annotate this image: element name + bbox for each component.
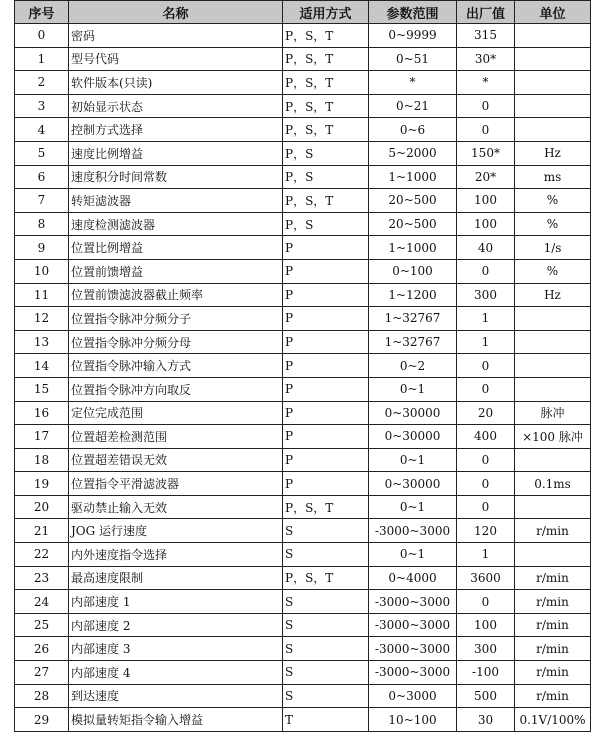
row-index: 3: [15, 94, 69, 118]
applicable-mode: P，S，T: [283, 189, 369, 213]
default-value: 0: [457, 259, 515, 283]
param-range: 0~100: [369, 259, 457, 283]
row-index: 20: [15, 495, 69, 519]
unit: [515, 307, 591, 331]
row-index: 29: [15, 708, 69, 732]
unit: r/min: [515, 684, 591, 708]
param-name: 位置前馈滤波器截止频率: [69, 283, 283, 307]
param-name: JOG 运行速度: [69, 519, 283, 543]
param-range: 20~500: [369, 212, 457, 236]
default-value: -100: [457, 661, 515, 685]
table-row: [15, 708, 591, 732]
param-name: 最高速度限制: [69, 566, 283, 590]
param-name: 速度积分时间常数: [69, 165, 283, 189]
row-index: 12: [15, 307, 69, 331]
header-index: 序号: [15, 1, 69, 24]
applicable-mode: P: [283, 259, 369, 283]
default-value: 300: [457, 283, 515, 307]
applicable-mode: P: [283, 283, 369, 307]
row-index: 1: [15, 47, 69, 71]
param-range: 1~32767: [369, 307, 457, 331]
param-name: 模拟量转矩指令输入增益: [69, 708, 283, 732]
row-index: 6: [15, 165, 69, 189]
param-name: 转矩滤波器: [69, 189, 283, 213]
row-index: 5: [15, 141, 69, 165]
param-range: 20~500: [369, 189, 457, 213]
table-row: [15, 401, 591, 425]
unit: [515, 118, 591, 142]
param-range: 0~2: [369, 354, 457, 378]
param-range: 0~1: [369, 495, 457, 519]
table-row: [15, 141, 591, 165]
table-row: [15, 354, 591, 378]
param-range: 0~51: [369, 47, 457, 71]
applicable-mode: P，S，T: [283, 71, 369, 95]
param-name: 软件版本(只读): [69, 71, 283, 95]
header-default: 出厂值: [457, 1, 515, 24]
applicable-mode: P，S，T: [283, 566, 369, 590]
param-range: 1~1000: [369, 236, 457, 260]
row-index: 13: [15, 330, 69, 354]
default-value: 3600: [457, 566, 515, 590]
param-name: 内部速度 1: [69, 590, 283, 614]
table-row: [15, 566, 591, 590]
param-name: 定位完成范围: [69, 401, 283, 425]
default-value: 0: [457, 472, 515, 496]
row-index: 4: [15, 118, 69, 142]
param-range: 5~2000: [369, 141, 457, 165]
param-name: 位置指令平滑滤波器: [69, 472, 283, 496]
applicable-mode: S: [283, 519, 369, 543]
default-value: 1: [457, 330, 515, 354]
param-range: 0~30000: [369, 425, 457, 449]
unit: [515, 354, 591, 378]
default-value: 0: [457, 590, 515, 614]
default-value: 0: [457, 118, 515, 142]
unit: r/min: [515, 661, 591, 685]
param-name: 位置超差错误无效: [69, 448, 283, 472]
row-index: 27: [15, 661, 69, 685]
row-index: 23: [15, 566, 69, 590]
default-value: 30*: [457, 47, 515, 71]
default-value: 0: [457, 495, 515, 519]
default-value: 120: [457, 519, 515, 543]
param-name: 速度检测滤波器: [69, 212, 283, 236]
param-range: -3000~3000: [369, 613, 457, 637]
default-value: 300: [457, 637, 515, 661]
default-value: 100: [457, 212, 515, 236]
table-row: [15, 118, 591, 142]
param-range: 1~32767: [369, 330, 457, 354]
row-index: 28: [15, 684, 69, 708]
unit: ms: [515, 165, 591, 189]
unit: 1/s: [515, 236, 591, 260]
table-row: [15, 330, 591, 354]
table-row: [15, 613, 591, 637]
table-row: [15, 543, 591, 567]
table-header: [15, 1, 591, 24]
unit: %: [515, 259, 591, 283]
default-value: 400: [457, 425, 515, 449]
param-range: 1~1200: [369, 283, 457, 307]
table-row: [15, 472, 591, 496]
unit: 0.1V/100%: [515, 708, 591, 732]
applicable-mode: P: [283, 448, 369, 472]
param-name: 型号代码: [69, 47, 283, 71]
table-row: [15, 24, 591, 48]
applicable-mode: P，S，T: [283, 47, 369, 71]
table-row: [15, 519, 591, 543]
row-index: 16: [15, 401, 69, 425]
unit: Hz: [515, 141, 591, 165]
applicable-mode: P: [283, 425, 369, 449]
param-range: 0~6: [369, 118, 457, 142]
default-value: 0: [457, 377, 515, 401]
row-index: 18: [15, 448, 69, 472]
applicable-mode: S: [283, 661, 369, 685]
param-range: 0~1: [369, 377, 457, 401]
unit: [515, 94, 591, 118]
default-value: 1: [457, 307, 515, 331]
param-name: 位置指令脉冲输入方式: [69, 354, 283, 378]
param-range: 0~9999: [369, 24, 457, 48]
param-name: 位置前馈增益: [69, 259, 283, 283]
table-row: [15, 94, 591, 118]
param-range: -3000~3000: [369, 661, 457, 685]
row-index: 24: [15, 590, 69, 614]
row-index: 19: [15, 472, 69, 496]
table-body: [15, 24, 591, 732]
param-name: 内外速度指令选择: [69, 543, 283, 567]
header-mode: 适用方式: [283, 1, 369, 24]
row-index: 10: [15, 259, 69, 283]
param-range: 0~30000: [369, 472, 457, 496]
unit: Hz: [515, 283, 591, 307]
param-name: 位置指令脉冲方向取反: [69, 377, 283, 401]
unit: r/min: [515, 590, 591, 614]
param-range: -3000~3000: [369, 637, 457, 661]
table-row: [15, 71, 591, 95]
param-range: -3000~3000: [369, 590, 457, 614]
row-index: 14: [15, 354, 69, 378]
unit: [515, 495, 591, 519]
applicable-mode: P，S: [283, 165, 369, 189]
param-name: 速度比例增益: [69, 141, 283, 165]
default-value: 40: [457, 236, 515, 260]
param-name: 初始显示状态: [69, 94, 283, 118]
default-value: 0: [457, 94, 515, 118]
applicable-mode: T: [283, 708, 369, 732]
applicable-mode: S: [283, 613, 369, 637]
table-row: [15, 590, 591, 614]
applicable-mode: P: [283, 401, 369, 425]
default-value: 20*: [457, 165, 515, 189]
header-range: 参数范围: [369, 1, 457, 24]
param-name: 驱动禁止输入无效: [69, 495, 283, 519]
row-index: 11: [15, 283, 69, 307]
table-row: [15, 165, 591, 189]
applicable-mode: S: [283, 543, 369, 567]
table-row: [15, 212, 591, 236]
default-value: 500: [457, 684, 515, 708]
unit: r/min: [515, 613, 591, 637]
table-row: [15, 684, 591, 708]
param-name: 位置指令脉冲分频分子: [69, 307, 283, 331]
param-range: 10~100: [369, 708, 457, 732]
default-value: 30: [457, 708, 515, 732]
parameter-table: [14, 0, 591, 732]
table-row: [15, 189, 591, 213]
default-value: 0: [457, 354, 515, 378]
unit: ×100 脉冲: [515, 425, 591, 449]
unit: [515, 47, 591, 71]
row-index: 2: [15, 71, 69, 95]
table-row: [15, 425, 591, 449]
param-name: 控制方式选择: [69, 118, 283, 142]
unit: r/min: [515, 637, 591, 661]
param-range: 0~1: [369, 448, 457, 472]
table-row: [15, 283, 591, 307]
applicable-mode: S: [283, 684, 369, 708]
row-index: 0: [15, 24, 69, 48]
row-index: 17: [15, 425, 69, 449]
applicable-mode: P: [283, 330, 369, 354]
applicable-mode: P，S，T: [283, 24, 369, 48]
applicable-mode: P，S: [283, 141, 369, 165]
param-name: 位置超差检测范围: [69, 425, 283, 449]
row-index: 22: [15, 543, 69, 567]
applicable-mode: P: [283, 354, 369, 378]
param-range: 0~4000: [369, 566, 457, 590]
unit: [515, 71, 591, 95]
applicable-mode: P，S，T: [283, 94, 369, 118]
param-name: 内部速度 3: [69, 637, 283, 661]
param-range: -3000~3000: [369, 519, 457, 543]
unit: 0.1ms: [515, 472, 591, 496]
param-range: 0~1: [369, 543, 457, 567]
unit: [515, 448, 591, 472]
header-row: [15, 1, 591, 24]
param-name: 位置指令脉冲分频分母: [69, 330, 283, 354]
param-range: 1~1000: [369, 165, 457, 189]
default-value: 150*: [457, 141, 515, 165]
default-value: 1: [457, 543, 515, 567]
param-name: 位置比例增益: [69, 236, 283, 260]
header-unit: 单位: [515, 1, 591, 24]
unit: [515, 330, 591, 354]
applicable-mode: P，S: [283, 212, 369, 236]
unit: 脉冲: [515, 401, 591, 425]
applicable-mode: P: [283, 307, 369, 331]
table-row: [15, 236, 591, 260]
table-row: [15, 377, 591, 401]
table-row: [15, 495, 591, 519]
row-index: 26: [15, 637, 69, 661]
table-row: [15, 637, 591, 661]
param-name: 内部速度 4: [69, 661, 283, 685]
default-value: 0: [457, 448, 515, 472]
table-row: [15, 448, 591, 472]
param-range: 0~3000: [369, 684, 457, 708]
applicable-mode: P，S，T: [283, 118, 369, 142]
unit: [515, 543, 591, 567]
unit: r/min: [515, 566, 591, 590]
applicable-mode: S: [283, 637, 369, 661]
param-range: *: [369, 71, 457, 95]
applicable-mode: P，S，T: [283, 495, 369, 519]
unit: r/min: [515, 519, 591, 543]
table-row: [15, 307, 591, 331]
default-value: 100: [457, 189, 515, 213]
param-name: 密码: [69, 24, 283, 48]
row-index: 7: [15, 189, 69, 213]
unit: %: [515, 212, 591, 236]
table-row: [15, 259, 591, 283]
unit: %: [515, 189, 591, 213]
default-value: *: [457, 71, 515, 95]
table-row: [15, 661, 591, 685]
default-value: 100: [457, 613, 515, 637]
table-row: [15, 47, 591, 71]
param-range: 0~30000: [369, 401, 457, 425]
unit: [515, 377, 591, 401]
unit: [515, 24, 591, 48]
applicable-mode: P: [283, 472, 369, 496]
header-name: 名称: [69, 1, 283, 24]
param-range: 0~21: [369, 94, 457, 118]
default-value: 20: [457, 401, 515, 425]
row-index: 21: [15, 519, 69, 543]
applicable-mode: P: [283, 236, 369, 260]
param-name: 内部速度 2: [69, 613, 283, 637]
row-index: 8: [15, 212, 69, 236]
default-value: 315: [457, 24, 515, 48]
row-index: 15: [15, 377, 69, 401]
param-name: 到达速度: [69, 684, 283, 708]
applicable-mode: S: [283, 590, 369, 614]
row-index: 9: [15, 236, 69, 260]
row-index: 25: [15, 613, 69, 637]
applicable-mode: P: [283, 377, 369, 401]
